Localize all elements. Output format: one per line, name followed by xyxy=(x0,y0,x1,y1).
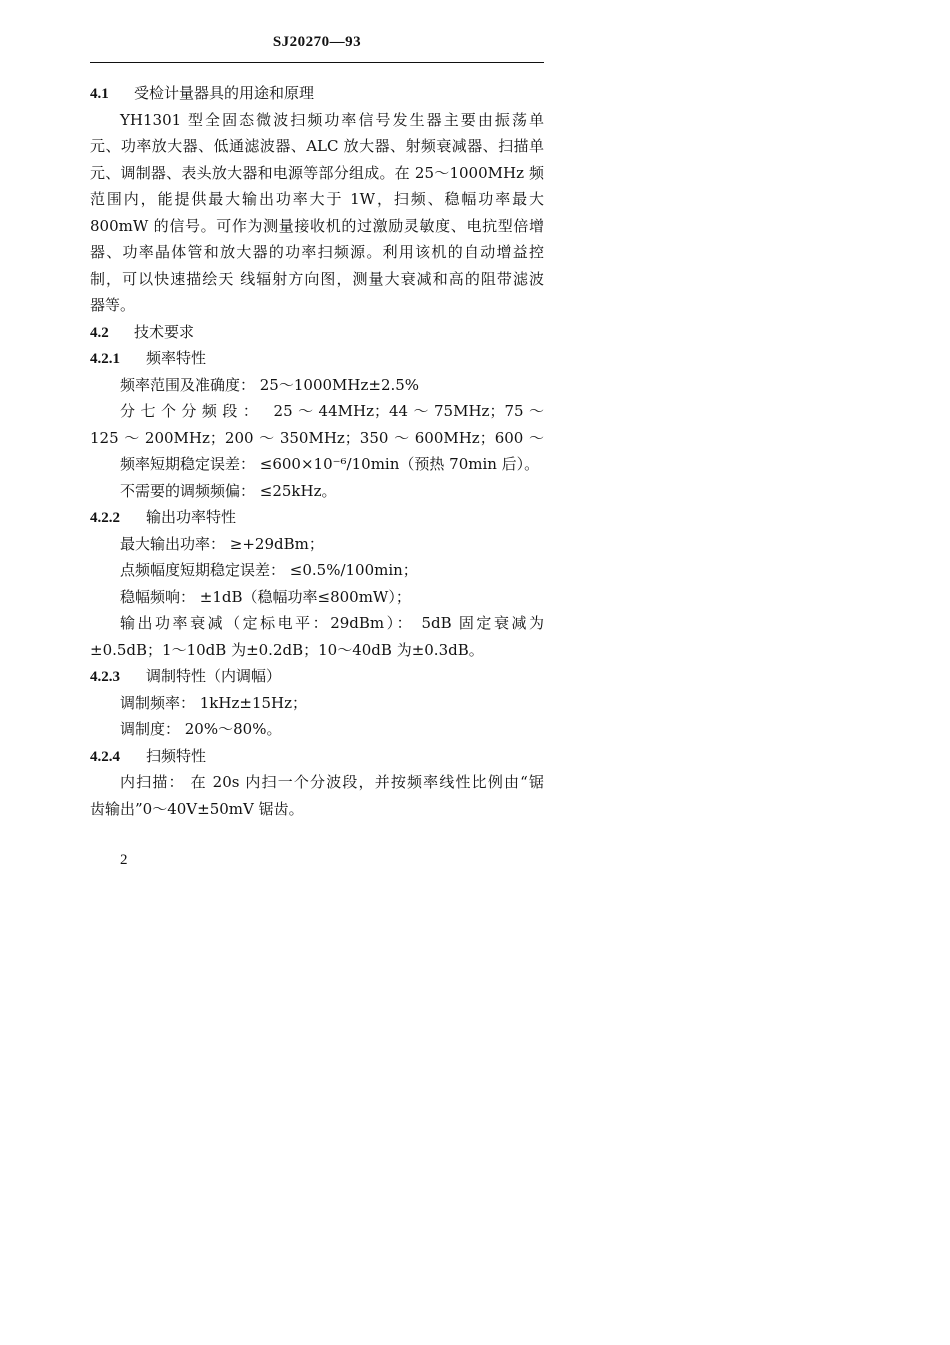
section-number: 4.2.1 xyxy=(90,351,120,367)
paragraph-line: 800mW 的信号。可作为测量接收机的过激励灵敏度、电抗型倍增 xyxy=(90,216,544,235)
document-body xyxy=(90,80,544,822)
section-number: 4.2 xyxy=(90,324,109,341)
section-title: 频率特性 xyxy=(146,349,207,367)
document-code: SJ20270—93 xyxy=(272,34,362,50)
section-heading-4-1 xyxy=(90,80,544,107)
section-title: 调制特性（内调幅） xyxy=(146,667,282,685)
spec-line: 不需要的调频频偏： ≤25kHz。 xyxy=(120,481,337,500)
spec-line: 分七个分频段： 25～44MHz；44～75MHz；75～ xyxy=(120,402,544,420)
section-number: 4.2.2 xyxy=(90,510,120,526)
spec-line: 125～200MHz；200～350MHz；350～600MHz；600～ xyxy=(90,428,544,447)
section-heading-4-2 xyxy=(90,319,544,346)
section-number: 4.2.4 xyxy=(90,748,120,765)
section-heading-4-2-4 xyxy=(90,743,544,770)
paragraph-line: 器、功率晶体管和放大器的功率扫频源。利用该机的自动增益控 xyxy=(90,243,544,261)
page-number: 2 xyxy=(120,852,128,868)
spec-line: 调制度： 20%～80%。 xyxy=(120,720,282,738)
paragraph-line: 制，可以快速描绘天 线辐射方向图，测量大衰减和高的阻带滤波 xyxy=(90,269,544,288)
section-title: 技术要求 xyxy=(134,322,195,341)
section-number: 4.1 xyxy=(90,86,109,102)
section-heading-4-2-2 xyxy=(90,504,544,531)
spec-line: 频率范围及准确度： 25～1000MHz±2.5% xyxy=(120,375,420,394)
header-rule xyxy=(90,62,544,63)
section-heading-4-2-1 xyxy=(90,345,544,372)
paragraph-line: 器等。 xyxy=(90,296,136,314)
spec-line: 内扫描： 在 20s 内扫一个分波段，并按频率线性比例由“锯 xyxy=(120,773,544,791)
spec-line: 齿输出”0～40V±50mV 锯齿。 xyxy=(90,799,304,818)
section-title: 输出功率特性 xyxy=(146,508,237,526)
spec-line: 点频幅度短期稳定误差： ≤0.5%/100min； xyxy=(120,561,418,579)
spec-line: 频率短期稳定误差： ≤600×10⁻⁶/10min（预热 70min 后）。 xyxy=(120,455,540,473)
section-number: 4.2.3 xyxy=(90,669,120,685)
spec-line: 稳幅频响： ±1dB（稳幅功率≤800mW）； xyxy=(120,587,411,606)
paragraph-line: 元、调制器、表头放大器和电源等部分组成。在 25～1000MHz 频 xyxy=(90,163,544,182)
section-heading-4-2-3 xyxy=(90,663,544,690)
spec-line: 输出功率衰减（定标电平：29dBm）： 5dB 固定衰减为 xyxy=(120,614,544,632)
spec-line: 最大输出功率： ≥+29dBm； xyxy=(120,534,324,553)
section-title: 受检计量器具的用途和原理 xyxy=(134,84,315,102)
spec-line: ±0.5dB；1～10dB 为±0.2dB；10～40dB 为±0.3dB。 xyxy=(90,640,484,659)
spec-line: 调制频率： 1kHz±15Hz； xyxy=(120,693,308,712)
paragraph-line: YH1301 型全固态微波扫频功率信号发生器主要由振荡单 xyxy=(120,110,544,129)
section-title: 扫频特性 xyxy=(146,746,207,765)
paragraph-line: 元、功率放大器、低通滤波器、ALC 放大器、射频衰减器、扫描单 xyxy=(90,137,544,155)
paragraph-line: 范围内，能提供最大输出功率大于 1W，扫频、稳幅功率最大 xyxy=(90,190,544,208)
